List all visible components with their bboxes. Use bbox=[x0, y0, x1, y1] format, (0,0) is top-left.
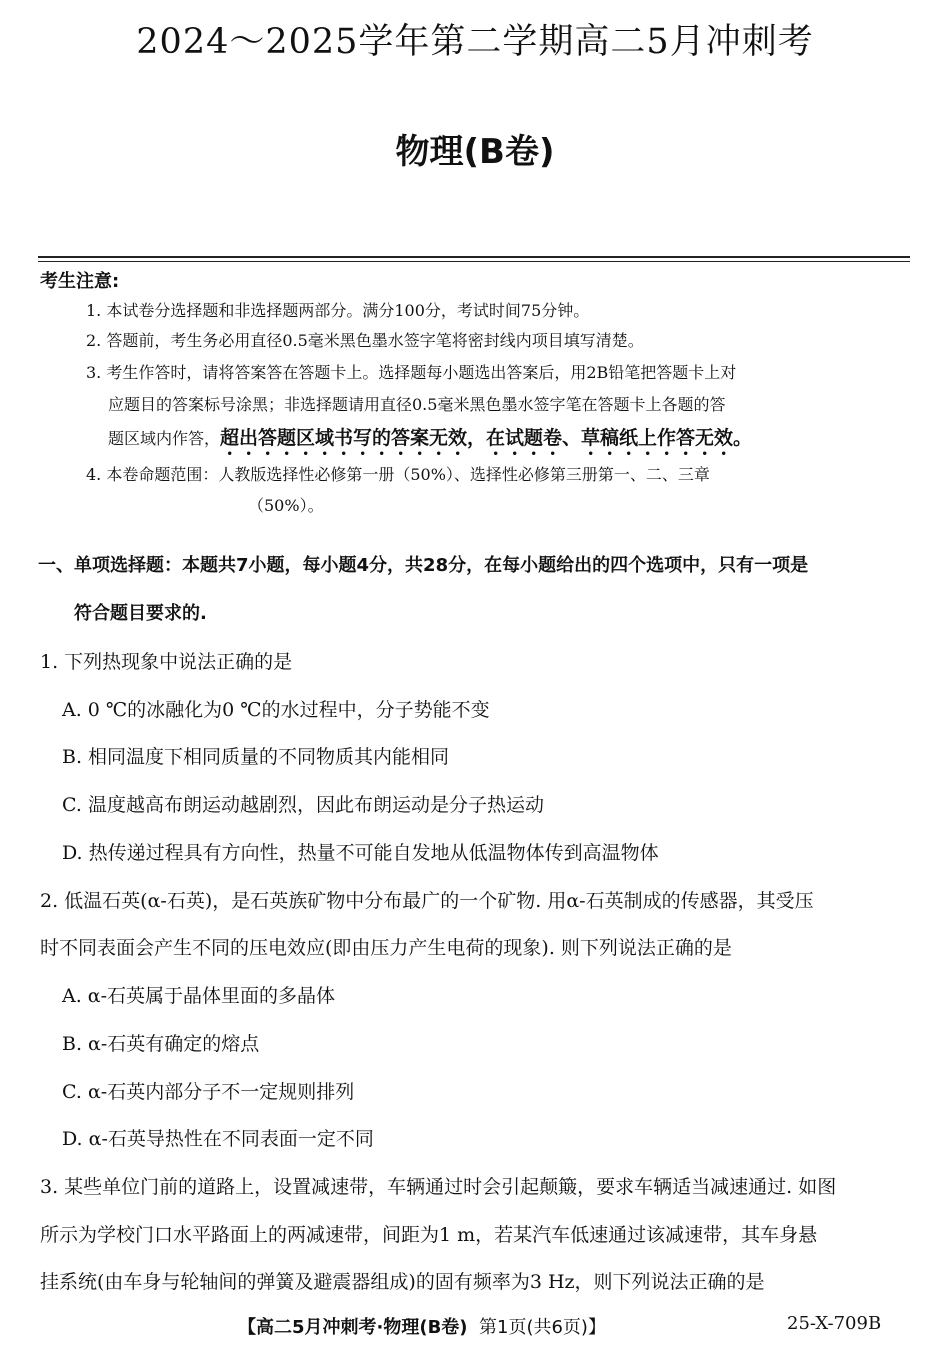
question-3-stem-line-3: 挂系统(由车身与轮轴间的弹簧及避震器组成)的固有频率为3 Hz，则下列说法正确的是 bbox=[40, 1271, 765, 1293]
notice-heading: 考生注意: bbox=[40, 271, 120, 292]
notice-emphasis-warning: 超出答题区域书写的答案无效，在试题卷、草稿纸上作答无效。 bbox=[220, 427, 753, 449]
footer-code: 25-X-709B bbox=[787, 1313, 882, 1334]
question-1-option-c: C. 温度越高布朗运动越剧烈，因此布朗运动是分子热运动 bbox=[62, 794, 544, 816]
notice-item-3-line-3 bbox=[108, 424, 934, 460]
question-2-option-d: D. α-石英导热性在不同表面一定不同 bbox=[62, 1128, 374, 1150]
header-divider-thick bbox=[38, 256, 910, 258]
question-2-stem-line-1: 2. 低温石英(α-石英)，是石英族矿物中分布最广的一个矿物. 用α-石英制成的传感器，其受压 bbox=[40, 890, 814, 912]
exam-title: 2024～2025学年第二学期高二5月冲刺考 bbox=[136, 22, 814, 62]
question-2-option-a: A. α-石英属于晶体里面的多晶体 bbox=[62, 985, 336, 1007]
question-1-option-a: A. 0 ℃的冰融化为0 ℃的水过程中，分子势能不变 bbox=[62, 699, 490, 721]
footer-page-info: 第1页(共6页)】 bbox=[479, 1317, 606, 1338]
question-1-option-b: B. 相同温度下相同质量的不同物质其内能相同 bbox=[62, 746, 450, 768]
question-2-option-b: B. α-石英有确定的熔点 bbox=[62, 1033, 260, 1055]
header-divider-thin bbox=[38, 261, 910, 262]
footer-label: 【高二5月冲刺考·物理(B卷) bbox=[238, 1317, 468, 1338]
section-1-heading-cont: 符合题目要求的. bbox=[74, 603, 207, 624]
notice-item-2: 2. 答题前，考生务必用直径0.5毫米黑色墨水签字笔将密封线内项目填写清楚。 bbox=[86, 331, 644, 350]
question-1-stem: 1. 下列热现象中说法正确的是 bbox=[40, 651, 293, 673]
notice-item-3-line-1: 3. 考生作答时，请将答案答在答题卡上。选择题每小题选出答案后，用2B铅笔把答题卡上对 bbox=[86, 363, 737, 382]
section-1-heading: 一、单项选择题：本题共7小题，每小题4分，共28分，在每小题给出的四个选项中，只有一项是 bbox=[38, 555, 809, 576]
question-2-stem-line-2: 时不同表面会产生不同的压电效应(即由压力产生电荷的现象). 则下列说法正确的是 bbox=[40, 937, 732, 959]
notice-item-3-prefix: 题区域内作答， bbox=[108, 429, 221, 448]
page-footer bbox=[238, 1313, 606, 1339]
question-2-option-c: C. α-石英内部分子不一定规则排列 bbox=[62, 1081, 355, 1103]
notice-item-1: 1. 本试卷分选择题和非选择题两部分。满分100分，考试时间75分钟。 bbox=[86, 301, 590, 320]
notice-item-4-line-2: （50%）。 bbox=[248, 496, 324, 515]
question-1-option-d: D. 热传递过程具有方向性，热量不可能自发地从低温物体传到高温物体 bbox=[62, 842, 659, 864]
subject-title: 物理(B卷) bbox=[395, 132, 555, 172]
notice-item-4-line-1: 4. 本卷命题范围：人教版选择性必修第一册（50%）、选择性必修第三册第一、二、三章 bbox=[86, 465, 710, 484]
notice-item-3-line-2: 应题目的答案标号涂黑；非选择题请用直径0.5毫米黑色墨水签字笔在答题卡上各题的答 bbox=[108, 395, 726, 414]
question-3-stem-line-2: 所示为学校门口水平路面上的两减速带，间距为1 m，若某汽车低速通过该减速带，其车身悬 bbox=[40, 1224, 818, 1246]
question-3-stem-line-1: 3. 某些单位门前的道路上，设置减速带，车辆通过时会引起颠簸，要求车辆适当减速通过. 如图 bbox=[40, 1176, 837, 1198]
